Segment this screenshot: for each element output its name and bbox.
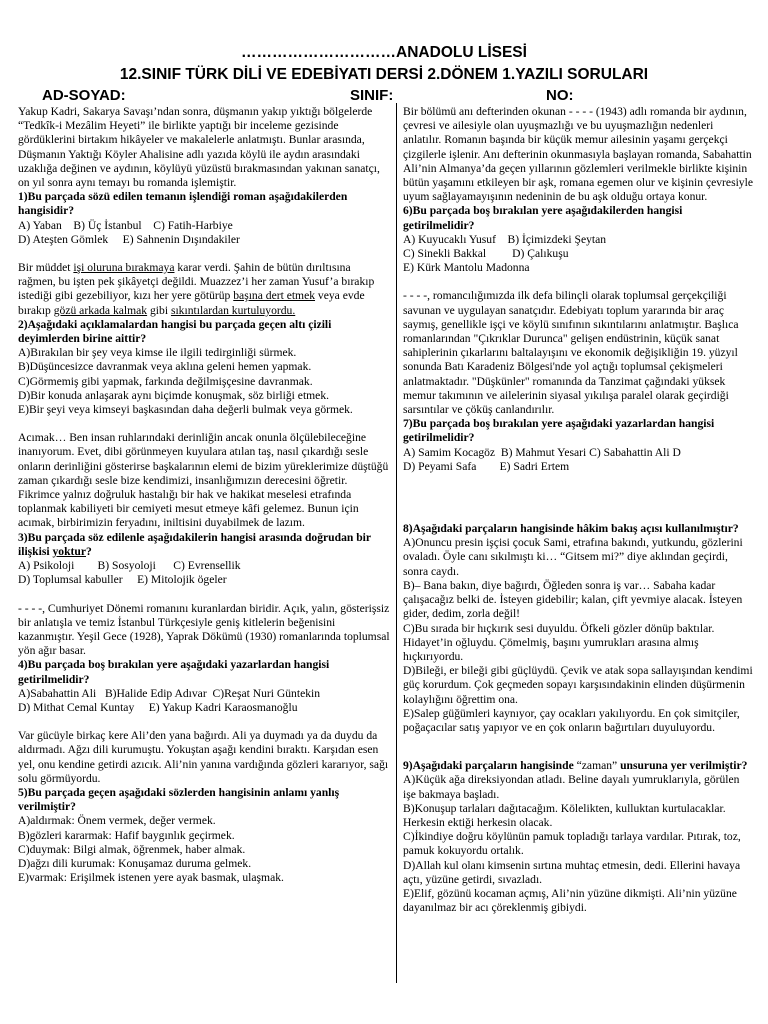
q2-text-2: karar verdi. Şahin de bütün dırıltısına rağmen, bu işten pek şikâyetçi değildi. Muazzez’i her zaman Yusuf’a bırakıp istediği gibi gezebiliyor, kızı her yere götürüp [18,261,375,303]
q1-options-row-2[interactable]: D) Ateşten Gömlek E) Sahnenin Dışındakiler [18,232,240,246]
question-4 [18,602,390,716]
q4-options-row-1[interactable]: A)Sabahattin Ali B)Halide Edip Adıvar C)Reşat Nuri Güntekin [18,686,321,700]
q9-question-end: unsuruna yer verilmiştir? [617,759,748,773]
question-2 [18,261,390,417]
question-5 [18,729,390,885]
q6-passage: Bir bölümü anı defterinden okunan - - - - (1943) adlı romanda bir aydının, çevresi ve ailesiyle olan uyuşmazlığı ve bu uyuşmazlığın nedenleri anlatılır. Romanın başında bir küçük memur ailesinin yaşamı gerçekçi çizgilerle işlenir. Anı defterinin okunmasıyla başlayan romanda, Sabahattin Ali’nin Almanya’da geçen yıllarının gözlemleri verilmekle birlikte kişinin bütün yaşamını etkileyen bir aşk, romana egemen olur ve kişinin çevresiyle uyum sağlayamayışının nedeninin de bu aşk olduğu ortaya konur. [403,105,753,204]
question-9 [403,759,753,915]
q5-option-d[interactable]: D)ağzı dili kurumak: Konuşamaz duruma gelmek. [18,856,252,870]
q5-passage: Var gücüyle birkaç kere Ali’den yana bağırdı. Ali ya duymadı ya da duydu da aldırmadı. Ağzı dili kurumuştu. Yokuştan aşağı kendini bıraktı. Karşıdan esen yel, onu kendine getirdi azıcık. Ali’nin yanına vardığında gözleri kararıyor, sağı solu görmüyordu. [18,729,389,785]
school-name: …………………………ANADOLU LİSESİ [241,44,527,61]
q2-idiom-4: sıkıntılardan kurtuluyordu. [170,303,296,317]
q6-options-row-3[interactable]: E) Kürk Mantolu Madonna [403,261,530,275]
q3-options-row-1[interactable]: A) Psikoloji B) Sosyoloji C) Evrensellik [18,559,241,573]
exam-title: 12.SINIF TÜRK DİLİ VE EDEBİYATI DERSİ 2.DÖNEM 1.YAZILI SORULARI [119,66,649,83]
q2-idiom-3: gözü arkada kalmak [53,303,148,317]
q6-question: 6)Bu parçada boş bırakılan yere aşağıdakilerden hangisi getirilmelidir? [403,204,683,232]
q2-question: 2)Aşağıdaki açıklamalardan hangisi bu parçada geçen altı çizili deyimlerden birine aittir? [18,317,332,346]
q1-options-row-1[interactable]: A) Yaban B) Üç İstanbul C) Fatih-Harbiye [18,218,233,232]
q2-option-e[interactable]: E)Bir şeyi veya kimseyi başkasından daha değerli bulmak veya görmek. [18,403,353,417]
q7-options-row-2[interactable]: D) Peyami Safa E) Sadri Ertem [403,459,570,473]
q2-text-3: veya evde bırakıp [18,289,365,317]
q3-options-row-2[interactable]: D) Toplumsal kabuller E) Mitolojik ögeler [18,573,227,587]
q3-question-mark: ? [85,544,92,558]
q5-option-a[interactable]: A)aldırmak: Önem vermek, değer vermek. [18,814,216,828]
q9-option-c[interactable]: C)İkindiye doğru köylünün pamuk topladığı tarlaya vardılar. Pıtırak, toz, pamuk kokuyordu ortalık. [403,830,741,858]
q3-passage: Acımak… Ben insan ruhlarındaki derinliğin ancak onunla ölçülebileceğine inanıyorum. Evet, dibi görünmeyen kuyulara atılan taş, nasıl çıkardığı sesle onların derinliğini gösterirse başkalarının elemi de bizim yüreklerimize düştüğü zaman çıkardığı sesle bize kendimizi, insanlığımızın derecesini öğretir. Fikrimce yalnız doğruluk hastalığı bir hak ve hakikat meselesi etrafında toplanmak kabiliyeti bir cemiyeti mesut etmeye kâfi gelemez. Bunun için acımak, birbirimizin feryadını, iniltisini duyabilmek de lazım. [18,431,389,530]
left-column [18,105,390,885]
number-label: NO: [546,87,574,104]
q4-options-row-2[interactable]: D) Mithat Cemal Kuntay E) Yakup Kadri Karaosmanoğlu [18,700,298,714]
q2-option-c[interactable]: C)Görmemiş gibi yapmak, farkında değilmişçesine davranmak. [18,374,313,388]
q8-option-d[interactable]: D)Bileği, er bileği gibi güçlüydü. Çevik ve atak sopa sallayışından kendimi güç korurdum. Çok geçmeden sopayı karşısındakinin elinden düşürmenin kolaylığını öğrettim ona. [403,664,753,706]
q2-passage [18,261,390,318]
question-8 [403,522,753,735]
question-3 [18,431,390,587]
q3-question-keyword: yoktur [52,544,86,558]
q7-options-row-1[interactable]: A) Samim Kocagöz B) Mahmut Yesari C) Sabahattin Ali D [403,445,681,459]
q7-passage: - - - -, romancılığımızda ilk defa bilinçli olarak toplumsal gerçekçiliği savunan ve uygulayan sanatçıdır. Edebiyatı toplum yararında bir araç saymış, genellikle işçi ve köylü sınıfının sıkıntılarını anlatmıştır. Başlıca romanlarından "Çıkrıklar Durunca" gelişen endüstrinin, küçük sanat sahiplerinin çıkarlarını baltalayışını ve ekonomik değişikliğin 19. yüzyıl sonunda Batı Karadeniz Bölgesi'nde yol açtığı toplumsal çekişmeleri anlatmaktadır. "Düşkünler" romanında da Tanzimat çağındaki yüksek memur takımının ve ailelerinin siyasal yıkılışa paralel olarak geçirdiği sarsıntılar ve çöküş canlandırılır. [403,289,739,417]
q9-question [403,759,753,773]
q8-question: 8)Aşağıdaki parçaların hangisinde hâkim bakış açısı kullanılmıştır? [403,522,739,536]
q6-options-row-1[interactable]: A) Kuyucaklı Yusuf B) İçimizdeki Şeytan [403,232,607,246]
q2-option-d[interactable]: D)Bir konuda anlaşarak aynı biçimde konuşmak, söz birliği etmek. [18,388,330,402]
q2-idiom-1: işi oluruna bırakmaya [73,261,175,275]
q1-question: 1)Bu parçada sözü edilen temanın işlendiği roman aşağıdakilerden hangisidir? [18,190,348,218]
q9-option-a[interactable]: A)Küçük ağa direksiyondan atladı. Beline dayalı yumruklarıyla, görülen işe bakmaya başladı. [403,773,740,801]
name-label: AD-SOYAD: [42,87,126,104]
question-1 [18,105,390,247]
q2-idiom-2: başına dert etmek [233,289,316,303]
student-info-row [0,87,768,107]
q3-question-text: 3)Bu parçada söz edilenle aşağıdakilerin hangisi arasında doğrudan bir ilişkisi [18,530,371,558]
q9-option-e[interactable]: E)Elif, gözünü kocaman açmış, Ali’nin yüzüne dikmişti. Ali’nin yüzüne dayanılmaz bir acı çöreklenmiş gibiydi. [403,886,737,915]
q8-option-b[interactable]: B)– Bana bakın, diye bağırdı, Öğleden sonra iş var… Sabaha kadar çalışacağız belki de. İsteyen gidebilir; kalan, çift yevmiye alacak. İsteyen gider, dedim, zorla değil! [403,578,743,621]
q4-question: 4)Bu parçada boş bırakılan yere aşağıdaki yazarlardan hangisi getirilmelidir? [18,658,330,686]
q2-text-1: Bir müddet [18,261,74,275]
right-column [403,105,753,915]
q8-option-c[interactable]: C)Bu sırada bir hıçkırık sesi duyuldu. Öfkeli gözler dönüp baktılar. Hidayet’in oğluydu. Çömelmiş, başını yumrukları arasına almış hıçkırıyordu. [403,621,715,663]
q9-question-text: 9)Aşağıdaki parçaların hangisinde [403,759,577,773]
q2-option-b[interactable]: B)Düşüncesizce davranmak veya aklına geleni hemen yapmak. [18,360,312,374]
q8-option-a[interactable]: A)Onuncu presin işçisi çocuk Sami, etrafına bakındı, yutkundu, gözlerini ovaladı. Öyle canı sıkılmıştı ki… “Gitsem mi?” diye aklından geçirdi, sonra caydı. [403,536,743,578]
q7-question: 7)Bu parçada boş bırakılan yere aşağıdaki yazarlardan hangisi getirilmelidir? [403,417,715,445]
q5-question: 5)Bu parçada geçen aşağıdaki sözlerden hangisinin anlamı yanlış verilmiştir? [18,785,340,814]
q2-option-a[interactable]: A)Bırakılan bir şey veya kimse ile ilgili tedirginliği sürmek. [18,346,297,360]
q9-option-b[interactable]: B)Konuşup tarlaları dağıtacağım. Kölelikten, kulluktan kurtulacaklar. Herkesin ektiği herkesin olacak. [403,801,726,829]
question-6 [403,105,753,275]
q1-passage: Yakup Kadri, Sakarya Savaşı’ndan sonra, düşmanın yakıp yıktığı bölgelerde “Tedkîk-i Mezâlim Heyeti” ile birlikte yaptığı bir inceleme gezisinde gördüklerini birtakım hikâyeler ve makalelerle anlatmıştı. Bunlar arasında, Düşmanın Yaktığı Köyler Ahalisine adlı yazıda köylü ile aydın arasındaki uzaklığa değinen ve aydının, köylüyü yüzüstü bırakmasından yakınan sanatçı, on yıl sonra aynı temayı bu romanda işlemiştir. [18,105,380,190]
q8-option-e[interactable]: E)Salep güğümleri kaynıyor, çay ocakları yakılıyordu. En çok simitçiler, poğaçacılar satış yapıyor ve en çok onların bağırtıları duyuluyordu. [403,706,740,734]
q6-options-row-2[interactable]: C) Sinekli Bakkal D) Çalıkuşu [403,247,569,261]
q5-option-e[interactable]: E)varmak: Erişilmek istenen yere ayak basmak, ulaşmak. [18,871,284,885]
q5-option-c[interactable]: C)duymak: Bilgi almak, öğrenmek, haber almak. [18,842,246,856]
q2-text-4: gibi [147,303,171,317]
column-divider [396,103,397,983]
class-label: SINIF: [350,87,394,104]
q4-passage: - - - -, Cumhuriyet Dönemi romanını kuranlardan biridir. Açık, yalın, gösterişsiz bir anlatışla ve temiz İstanbul Türkçesiyle geniş kitlelerin beğenisini kazanmıştır. Yeşil Gece (1928), Yaprak Dökümü (1930) romanlarında toplumsal yön ağır basar. [18,601,390,658]
q9-option-d[interactable]: D)Allah kul olanı kimsenin sırtına muhtaç etmesin, dedi. Ellerini havaya açtı, yüzüne getirdi, sıvazladı. [403,858,741,886]
q9-question-keyword: “zaman” [576,759,618,773]
q5-option-b[interactable]: B)gözleri kararmak: Hafif baygınlık geçirmek. [18,828,235,842]
question-7 [403,289,753,474]
q3-question [18,531,390,559]
